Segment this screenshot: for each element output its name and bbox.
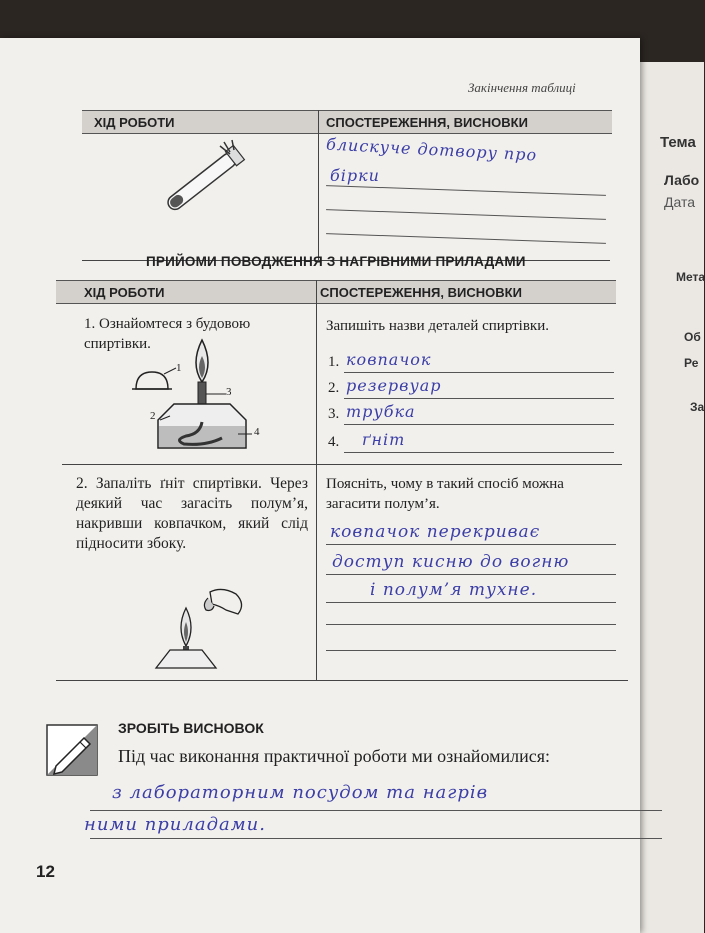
table2-col-right: СПОСТЕРЕЖЕННЯ, ВИСНОВКИ	[320, 285, 522, 300]
writing-line	[344, 398, 614, 399]
writing-line	[326, 624, 616, 625]
table2-col-left: ХІД РОБОТИ	[84, 285, 165, 300]
diagram-label: 2	[150, 410, 156, 422]
writing-line	[344, 424, 614, 425]
next-page-text: Ре	[684, 356, 699, 370]
lamp-with-cap-illustration	[150, 584, 254, 674]
test-tube-illustration	[150, 134, 260, 224]
step1-prompt: Запишіть назви деталей спиртівки.	[326, 318, 549, 334]
handwritten-answer: ними приладами.	[84, 814, 266, 835]
table2-bottom	[56, 680, 628, 681]
handwritten-answer: і полум’я тухне.	[370, 580, 538, 600]
next-page-text: Мета	[676, 270, 705, 284]
writing-line	[326, 574, 616, 575]
writing-line	[326, 544, 616, 545]
page-number: 12	[36, 862, 55, 881]
section-title: ПРИЙОМИ ПОВОДЖЕННЯ З НАГРІВНИМИ ПРИЛАДАМИ	[146, 254, 526, 269]
handwritten-answer: ґніт	[362, 430, 406, 449]
table1-col-right: СПОСТЕРЕЖЕННЯ, ВИСНОВКИ	[326, 115, 528, 130]
step2-prompt: Поясніть, чому в такий спосіб можна загасити полум’я.	[326, 476, 564, 512]
step2-text: 2. Запаліть ґніт спиртівки. Через деякий час загасіть полум’я, накривши ковпачком, який слід підносити збоку.	[76, 475, 308, 552]
table2-header	[56, 280, 616, 304]
handwritten-answer: доступ кисню до вогню	[332, 552, 570, 572]
workbook-page	[0, 38, 640, 933]
next-page-text: Дата	[664, 194, 696, 210]
writing-line	[344, 372, 614, 373]
diagram-label: 4	[254, 426, 260, 438]
handwritten-answer: з лабораторним посудом та нагрів	[112, 782, 489, 803]
diagram-label: 3	[226, 386, 232, 398]
writing-line	[326, 209, 606, 220]
answer-number: 2.	[328, 380, 340, 396]
table2-divider	[316, 280, 317, 680]
handwritten-answer: трубка	[346, 402, 416, 421]
table1-col-left: ХІД РОБОТИ	[94, 115, 175, 130]
table2-row-divider	[62, 464, 622, 465]
writing-line	[326, 233, 606, 244]
diagram-label: 1	[176, 362, 182, 374]
answer-number: 3.	[328, 406, 340, 422]
table1-header	[82, 110, 612, 134]
table1-divider	[318, 110, 319, 260]
spirit-lamp-diagram	[126, 334, 272, 458]
answer-number: 4.	[328, 434, 340, 450]
handwritten-answer: бірки	[330, 166, 380, 185]
writing-line	[90, 838, 662, 839]
writing-line	[90, 810, 662, 811]
answer-number: 1.	[328, 354, 340, 370]
conclusion-title: ЗРОБІТЬ ВИСНОВОК	[118, 720, 264, 736]
writing-line	[344, 452, 614, 453]
step1-text: 1. Ознайомтеся з будовою спиртівки.	[84, 316, 251, 352]
handwritten-answer: резервуар	[346, 376, 442, 395]
writing-line	[326, 602, 616, 603]
next-page-text: Об	[684, 330, 701, 344]
pencil-icon	[46, 724, 98, 776]
handwritten-answer: блискуче дотвору про	[325, 134, 538, 165]
writing-line	[326, 650, 616, 651]
writing-line	[326, 185, 606, 196]
next-page-text: За	[690, 400, 705, 414]
running-header: Закінчення таблиці	[468, 80, 576, 95]
next-page-heading: Тема	[660, 134, 696, 151]
conclusion-text: Під час виконання практичної роботи ми ознайомилися:	[118, 746, 551, 766]
handwritten-answer: ковпачок перекриває	[330, 522, 541, 542]
next-page-text: Лабо	[664, 172, 700, 188]
handwritten-answer: ковпачок	[346, 350, 432, 369]
